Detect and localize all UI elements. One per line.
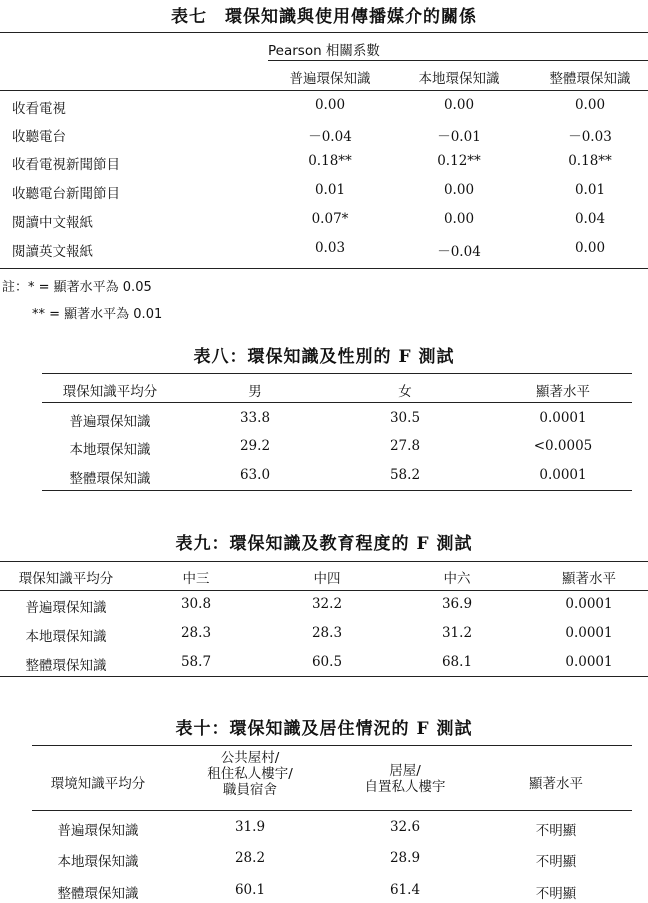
table8-header: 女 [398,384,412,400]
table9-top-rule [0,561,648,562]
table-cell: 0.18** [568,153,612,169]
table10-title: 表十：環保知識及居住情況的 F 測試 [175,719,473,739]
table-cell: 0.0001 [565,654,613,670]
table-cell: 29.2 [239,438,271,454]
table10-header: 環境知識平均分 [50,776,146,792]
row-label: 普遍環保知識 [69,414,151,430]
table-cell: 0.00 [314,97,346,113]
header-line: 自置私人樓宇 [364,779,446,795]
table-cell: 33.8 [239,410,271,426]
table8-title: 表八：環保知識及性別的 F 測試 [193,347,455,367]
table-cell: 不明顯 [535,854,577,870]
table-cell: 30.8 [180,596,212,612]
table-cell: 0.00 [443,211,475,227]
row-label: 本地環保知識 [57,854,139,870]
table9-header: 環保知識平均分 [18,571,114,587]
table-cell: 32.6 [389,819,421,835]
table-cell: 0.04 [574,211,606,227]
table-cell: 0.00 [443,97,475,113]
row-label: 本地環保知識 [25,629,107,645]
row-label: 整體環保知識 [69,471,151,487]
table-cell: 0.00 [574,240,606,256]
table-cell: 32.2 [311,596,343,612]
table7-super-rule [268,60,648,61]
table7-top-rule [0,32,648,33]
table-cell: 58.7 [180,654,212,670]
table-cell: 28.3 [180,625,212,641]
table8-bottom-rule [42,490,632,491]
row-label: 收看電視新聞節目 [12,157,120,173]
table-cell: 60.1 [234,882,266,898]
table-cell: 30.5 [389,410,421,426]
table-cell: 不明顯 [535,823,577,839]
table-cell: 27.8 [389,438,421,454]
row-label: 收看電視 [12,101,66,117]
table9-title: 表九：環保知識及教育程度的 F 測試 [175,534,473,554]
row-label: 普遍環保知識 [25,600,107,616]
table10-header-rule [32,810,632,811]
significance-note: 註：* = 顯著水平為 0.05 [2,280,152,295]
table-cell: 31.2 [441,625,473,641]
table8-header: 顯著水平 [536,384,590,400]
row-label: 整體環保知識 [25,658,107,674]
table10-header-housing-owned [365,763,446,795]
table9-header-rule [0,590,648,591]
header-line: 職員宿舍 [223,782,277,798]
table7-title: 表七 環保知識與使用傳播媒介的關係 [171,7,477,27]
table-cell: －0.03 [568,129,612,145]
table-cell: 0.01 [574,182,606,198]
table10-header: 顯著水平 [529,776,583,792]
row-label: 閱讀英文報紙 [12,244,93,260]
table9-header: 顯著水平 [562,571,616,587]
header-line: 租住私人樓宇/ [207,766,293,782]
table7-bottom-rule [0,268,648,269]
table-cell: 0.00 [574,97,606,113]
table-cell: 63.0 [239,467,271,483]
table-cell: 0.01 [314,182,346,198]
table-cell: 28.9 [389,850,421,866]
row-label: 本地環保知識 [69,442,151,458]
table-cell: 61.4 [389,882,421,898]
table7-col-header: 本地環保知識 [418,71,500,87]
table-cell: 0.0001 [539,467,587,483]
table8-top-rule [42,373,632,374]
row-label: 整體環保知識 [57,886,139,902]
table10-top-rule [32,745,632,746]
table7-header-rule [0,90,648,91]
table9-header: 中四 [313,571,341,587]
table-cell: 28.2 [234,850,266,866]
table-cell: <0.0005 [533,438,593,454]
table7-col-header: 普遍環保知識 [289,71,371,87]
table-cell: 不明顯 [535,886,577,902]
table-cell: 0.0001 [565,596,613,612]
table-cell: 0.18** [308,153,352,169]
table-cell: －0.04 [308,129,352,145]
table8-header: 男 [248,384,262,400]
row-label: 收聽電台 [12,129,66,145]
table-cell: 0.0001 [565,625,613,641]
table9-bottom-rule [0,676,648,677]
table-cell: 60.5 [311,654,343,670]
table-cell: 36.9 [441,596,473,612]
table8-header-rule [42,402,632,403]
table-cell: 58.2 [389,467,421,483]
table-cell: 0.03 [314,240,346,256]
table-cell: 0.12** [437,153,481,169]
table7-super-header: Pearson 相關系數 [268,43,380,59]
table8-header: 環保知識平均分 [62,384,158,400]
table-cell: 28.3 [311,625,343,641]
table-cell: －0.01 [437,129,481,145]
table-cell: 0.07* [311,211,349,227]
table-cell: 68.1 [441,654,473,670]
table7-col-header: 整體環保知識 [549,71,631,87]
header-line: 公共屋村/ [220,750,280,766]
table-cell: 0.00 [443,182,475,198]
table-cell: －0.04 [437,244,481,260]
header-line: 居屋/ [389,763,421,779]
table-cell: 0.0001 [539,410,587,426]
row-label: 收聽電台新聞節目 [12,186,120,202]
row-label: 普遍環保知識 [57,823,139,839]
table9-header: 中三 [182,571,210,587]
significance-note: ** = 顯著水平為 0.01 [32,307,163,322]
row-label: 閱讀中文報紙 [12,215,93,231]
table9-header: 中六 [443,571,471,587]
table10-header-housing-public [207,750,293,798]
table-cell: 31.9 [234,819,266,835]
